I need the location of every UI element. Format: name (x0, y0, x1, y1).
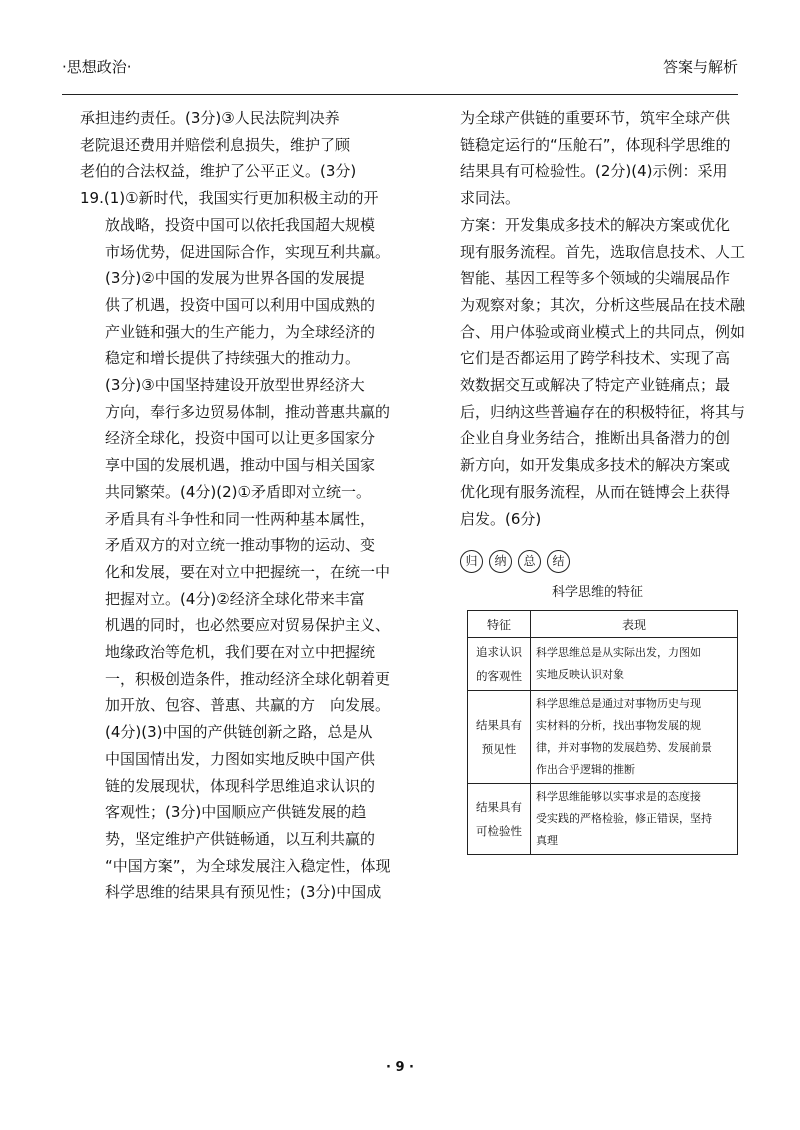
text-line: 承担违约责任。(3分)③人民法院判决养 (80, 109, 340, 127)
text-line: 求同法。 (460, 189, 521, 208)
feature-description-text: 科学思维总是通过对事物历史与现 (536, 697, 701, 710)
text-line: 一，积极创造条件，推动经济全球化朝着更 (105, 669, 391, 688)
text-line: 老院退还费用并赔偿利息损失，维护了顾 (80, 135, 351, 154)
text-line: 供了机遇，投资中国可以利用中国成熟的 (105, 295, 376, 314)
feature-description-cell (531, 691, 738, 784)
feature-description-text: 受实践的严格检验，修正错误，坚持 (536, 812, 712, 825)
text-line: 链的发展现状，体现科学思维追求认识的 (105, 776, 376, 795)
feature-name-text: 结果具有 (476, 718, 522, 732)
text-line: 稳定和增长提供了持续强大的推动力。 (105, 349, 361, 368)
table-title: 科学思维的特征 (551, 585, 643, 600)
text-line: (3分)③中国坚持建设开放型世界经济大 (105, 376, 365, 395)
left-column (80, 105, 405, 906)
text-line: 为全球产供链的重要环节，筑牢全球产供 (460, 109, 731, 127)
column-header-description: 表现 (531, 611, 738, 638)
table-row (468, 691, 738, 784)
text-line: 产业链和强大的生产能力，为全球经济的 (105, 322, 376, 341)
text-line: 中国国情出发，力图如实地反映中国产供 (105, 749, 376, 768)
summary-badge: 结 (547, 550, 570, 573)
text-line: 科学思维的结果具有预见性；(3分)中国成 (105, 883, 382, 902)
text-line: 企业自身业务结合，推断出具备潜力的创 (460, 429, 731, 448)
feature-description-text: 作出合乎逻辑的推断 (536, 763, 635, 776)
section-label: 答案与解析 (662, 58, 738, 76)
feature-name-text: 结果具有 (476, 800, 522, 814)
feature-description-cell (531, 638, 738, 691)
text-line: 为观察对象；其次，分析这些展品在技术融 (460, 295, 746, 314)
summary-badge: 归 (460, 550, 483, 573)
text-line: (3分)②中国的发展为世界各国的发展提 (105, 269, 365, 288)
text-line: 把握对立。(4分)②经济全球化带来丰富 (105, 589, 365, 608)
text-line: 享中国的发展机遇，推动中国与相关国家 (105, 456, 376, 475)
feature-description-text: 实地反映认识对象 (536, 668, 624, 681)
summary-badges (460, 550, 760, 573)
text-line: 现有服务流程。首先，选取信息技术、人工 (460, 242, 746, 261)
text-line: 地缘政治等危机，我们要在对立中把握统 (105, 643, 376, 662)
feature-name-text: 可检验性 (476, 824, 522, 838)
feature-description-text: 真理 (536, 834, 558, 847)
feature-description-text: 科学思维总是从实际出发，力图如 (536, 646, 701, 659)
feature-description-cell (531, 784, 738, 855)
text-line: 老伯的合法权益，维护了公平正义。(3分) (80, 162, 357, 181)
feature-description-text: 科学思维能够以实事求是的态度接 (536, 790, 701, 803)
header-divider (62, 94, 738, 95)
feature-description-text: 律，并对事物的发展趋势、发展前景 (536, 741, 712, 754)
text-line: 矛盾双方的对立统一推动事物的运动、变 (105, 536, 376, 555)
text-line: 效数据交互或解决了特定产业链痛点；最 (460, 376, 731, 395)
text-line: 势，坚定维护产供链畅通，以互利共赢的 (105, 829, 376, 848)
page-header (62, 56, 738, 84)
feature-name-text: 追求认识 (476, 645, 522, 659)
text-line: 链稳定运行的“压舱石”，体现科学思维的 (460, 135, 731, 154)
column-header-feature: 特征 (468, 611, 531, 638)
text-line: (4分)(3)中国的产供链创新之路，总是从 (105, 723, 373, 742)
text-line: 启发。(6分) (460, 509, 542, 528)
text-line: 19.(1)①新时代，我国实行更加积极主动的开 (80, 189, 379, 208)
text-line: 优化现有服务流程，从而在链博会上获得 (460, 482, 731, 501)
text-line: 经济全球化，投资中国可以让更多国家分 (105, 429, 376, 448)
feature-name-text: 预见性 (481, 742, 517, 756)
text-line: 智能、基因工程等多个领域的尖端展品作 (460, 269, 731, 288)
summary-box (460, 550, 760, 847)
table-row (468, 784, 738, 855)
text-line: 新方向，如开发集成多技术的解决方案或 (460, 456, 731, 475)
subject-label: ·思想政治· (62, 58, 132, 76)
feature-name-cell (468, 691, 531, 784)
feature-name-text: 的客观性 (476, 669, 522, 683)
text-line: 化和发展，要在对立中把握统一，在统一中 (105, 562, 391, 581)
text-line: 加开放、包容、普惠、共赢的方 向发展。 (105, 696, 391, 715)
text-line: 方案：开发集成多技术的解决方案或优化 (460, 215, 731, 234)
page-number: · 9 · (386, 1060, 414, 1075)
feature-table (467, 610, 738, 855)
text-line: 后，归纳这些普遍存在的积极特征，将其与 (460, 402, 746, 421)
feature-name-cell (468, 638, 531, 691)
text-line: 客观性；(3分)中国顺应产供链发展的趋 (105, 803, 367, 822)
feature-description-text: 实材料的分析，找出事物发展的规 (536, 719, 701, 732)
summary-badge: 纳 (489, 550, 512, 573)
text-line: 矛盾具有斗争性和同一性两种基本属性， (105, 509, 376, 528)
right-column (460, 105, 750, 532)
feature-name-cell (468, 784, 531, 855)
text-line: 它们是否都运用了跨学科技术、实现了高 (460, 349, 731, 368)
text-line: 方向，奉行多边贸易体制，推动普惠共赢的 (105, 402, 391, 421)
text-line: 结果具有可检验性。(2分)(4)示例：采用 (460, 162, 728, 181)
text-line: 放战略，投资中国可以依托我国超大规模 (105, 215, 376, 234)
text-line: 共同繁荣。(4分)(2)①矛盾即对立统一。 (105, 482, 371, 501)
text-line: 合、用户体验或商业模式上的共同点，例如 (460, 322, 746, 341)
text-line: 机遇的同时，也必然要应对贸易保护主义、 (105, 616, 391, 635)
summary-badge: 总 (518, 550, 541, 573)
table-row (468, 638, 738, 691)
text-line: 市场优势，促进国际合作，实现互利共赢。 (105, 242, 391, 261)
text-line: “中国方案”，为全球发展注入稳定性，体现 (105, 856, 391, 875)
table-header-row (468, 611, 738, 638)
